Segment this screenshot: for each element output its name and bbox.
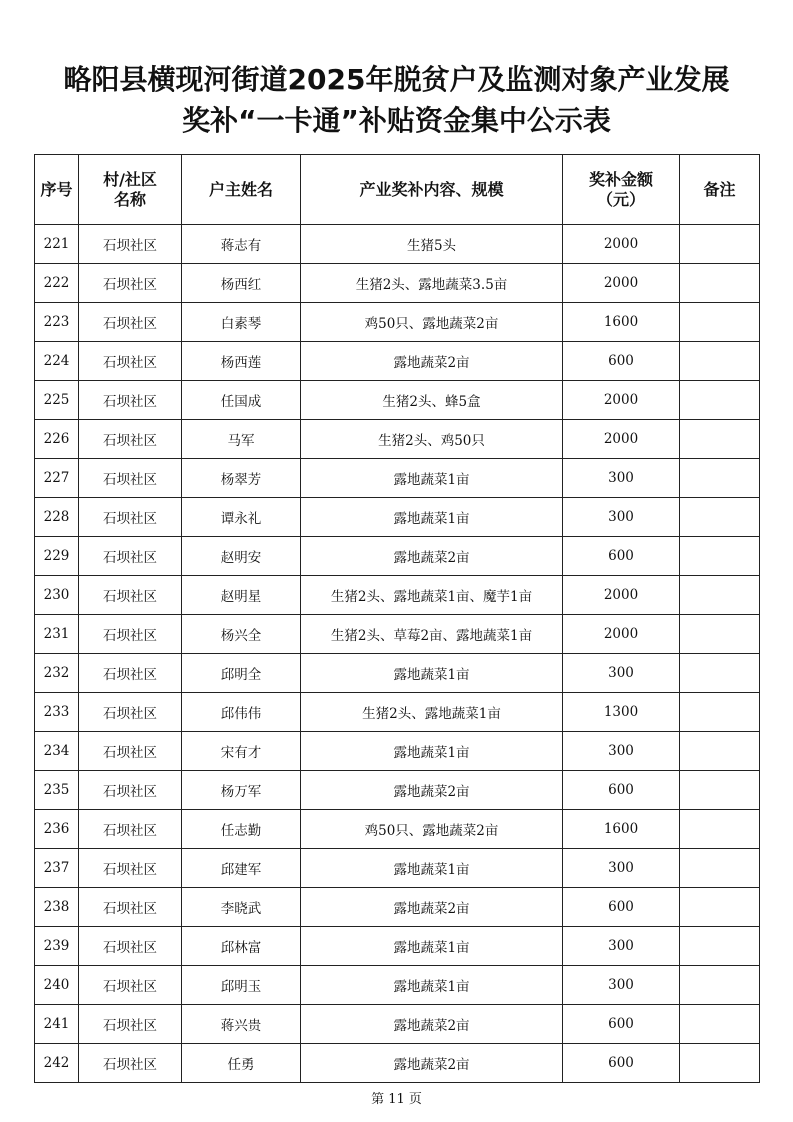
table-body bbox=[35, 225, 760, 1083]
table-row bbox=[35, 810, 760, 849]
cell-subsidy-content: 露地蔬菜1亩 bbox=[301, 732, 563, 771]
cell-seq: 242 bbox=[35, 1044, 79, 1083]
table-row bbox=[35, 693, 760, 732]
table-row bbox=[35, 654, 760, 693]
cell-subsidy-amount: 2000 bbox=[563, 576, 680, 615]
cell-village: 石坝社区 bbox=[79, 927, 182, 966]
cell-subsidy-amount: 300 bbox=[563, 966, 680, 1005]
cell-subsidy-content: 生猪2头、蜂5盒 bbox=[301, 381, 563, 420]
cell-householder-name: 杨万军 bbox=[182, 771, 301, 810]
cell-remark bbox=[680, 732, 760, 771]
cell-remark bbox=[680, 342, 760, 381]
cell-seq: 237 bbox=[35, 849, 79, 888]
cell-subsidy-content: 鸡50只、露地蔬菜2亩 bbox=[301, 303, 563, 342]
cell-remark bbox=[680, 381, 760, 420]
table-row bbox=[35, 342, 760, 381]
cell-subsidy-amount: 300 bbox=[563, 849, 680, 888]
cell-village: 石坝社区 bbox=[79, 576, 182, 615]
cell-seq: 236 bbox=[35, 810, 79, 849]
cell-village: 石坝社区 bbox=[79, 654, 182, 693]
cell-subsidy-content: 露地蔬菜1亩 bbox=[301, 498, 563, 537]
cell-householder-name: 杨西红 bbox=[182, 264, 301, 303]
header-village-line-2: 名称 bbox=[113, 189, 146, 209]
cell-village: 石坝社区 bbox=[79, 225, 182, 264]
table-row bbox=[35, 420, 760, 459]
cell-seq: 240 bbox=[35, 966, 79, 1005]
cell-subsidy-content: 露地蔬菜2亩 bbox=[301, 888, 563, 927]
header-amount-line-2: （元） bbox=[596, 189, 645, 209]
header-content: 产业奖补内容、规模 bbox=[301, 155, 563, 225]
cell-remark bbox=[680, 966, 760, 1005]
cell-subsidy-content: 露地蔬菜1亩 bbox=[301, 966, 563, 1005]
cell-remark bbox=[680, 498, 760, 537]
cell-subsidy-amount: 2000 bbox=[563, 381, 680, 420]
table-row bbox=[35, 888, 760, 927]
cell-seq: 221 bbox=[35, 225, 79, 264]
cell-seq: 227 bbox=[35, 459, 79, 498]
cell-seq: 238 bbox=[35, 888, 79, 927]
header-remark: 备注 bbox=[680, 155, 760, 225]
cell-seq: 232 bbox=[35, 654, 79, 693]
cell-subsidy-amount: 300 bbox=[563, 927, 680, 966]
cell-seq: 241 bbox=[35, 1005, 79, 1044]
cell-subsidy-amount: 300 bbox=[563, 732, 680, 771]
cell-householder-name: 赵明安 bbox=[182, 537, 301, 576]
cell-seq: 239 bbox=[35, 927, 79, 966]
cell-subsidy-amount: 600 bbox=[563, 537, 680, 576]
cell-remark bbox=[680, 459, 760, 498]
cell-remark bbox=[680, 693, 760, 732]
cell-remark bbox=[680, 225, 760, 264]
cell-subsidy-content: 生猪2头、鸡50只 bbox=[301, 420, 563, 459]
cell-subsidy-content: 鸡50只、露地蔬菜2亩 bbox=[301, 810, 563, 849]
table-row bbox=[35, 459, 760, 498]
cell-seq: 231 bbox=[35, 615, 79, 654]
cell-householder-name: 李晓武 bbox=[182, 888, 301, 927]
cell-village: 石坝社区 bbox=[79, 264, 182, 303]
cell-remark bbox=[680, 1044, 760, 1083]
header-amount bbox=[563, 155, 680, 225]
cell-subsidy-content: 生猪2头、露地蔬菜3.5亩 bbox=[301, 264, 563, 303]
cell-remark bbox=[680, 654, 760, 693]
cell-village: 石坝社区 bbox=[79, 1044, 182, 1083]
cell-subsidy-content: 露地蔬菜1亩 bbox=[301, 927, 563, 966]
cell-householder-name: 邱建军 bbox=[182, 849, 301, 888]
table-row bbox=[35, 498, 760, 537]
cell-village: 石坝社区 bbox=[79, 615, 182, 654]
cell-subsidy-amount: 600 bbox=[563, 1005, 680, 1044]
cell-householder-name: 杨翠芳 bbox=[182, 459, 301, 498]
page-number: 第 11 页 bbox=[371, 1092, 422, 1107]
cell-householder-name: 蒋兴贵 bbox=[182, 1005, 301, 1044]
cell-seq: 233 bbox=[35, 693, 79, 732]
cell-village: 石坝社区 bbox=[79, 849, 182, 888]
table-row bbox=[35, 1005, 760, 1044]
cell-remark bbox=[680, 771, 760, 810]
cell-subsidy-content: 生猪2头、露地蔬菜1亩、魔芋1亩 bbox=[301, 576, 563, 615]
cell-subsidy-amount: 1300 bbox=[563, 693, 680, 732]
table-row bbox=[35, 615, 760, 654]
cell-remark bbox=[680, 888, 760, 927]
cell-subsidy-amount: 300 bbox=[563, 498, 680, 537]
cell-householder-name: 白素琴 bbox=[182, 303, 301, 342]
cell-village: 石坝社区 bbox=[79, 303, 182, 342]
cell-subsidy-amount: 1600 bbox=[563, 303, 680, 342]
cell-subsidy-amount: 600 bbox=[563, 888, 680, 927]
cell-village: 石坝社区 bbox=[79, 693, 182, 732]
cell-subsidy-amount: 2000 bbox=[563, 615, 680, 654]
cell-remark bbox=[680, 537, 760, 576]
cell-subsidy-amount: 2000 bbox=[563, 420, 680, 459]
cell-householder-name: 谭永礼 bbox=[182, 498, 301, 537]
cell-village: 石坝社区 bbox=[79, 732, 182, 771]
table-row bbox=[35, 1044, 760, 1083]
header-village bbox=[79, 155, 182, 225]
cell-householder-name: 杨西莲 bbox=[182, 342, 301, 381]
cell-remark bbox=[680, 849, 760, 888]
cell-subsidy-content: 生猪2头、草莓2亩、露地蔬菜1亩 bbox=[301, 615, 563, 654]
cell-householder-name: 赵明星 bbox=[182, 576, 301, 615]
cell-village: 石坝社区 bbox=[79, 810, 182, 849]
cell-village: 石坝社区 bbox=[79, 771, 182, 810]
cell-subsidy-content: 露地蔬菜2亩 bbox=[301, 771, 563, 810]
cell-householder-name: 邱明全 bbox=[182, 654, 301, 693]
cell-seq: 230 bbox=[35, 576, 79, 615]
cell-subsidy-amount: 1600 bbox=[563, 810, 680, 849]
cell-subsidy-amount: 300 bbox=[563, 654, 680, 693]
cell-subsidy-content: 露地蔬菜2亩 bbox=[301, 342, 563, 381]
table-row bbox=[35, 771, 760, 810]
cell-householder-name: 宋有才 bbox=[182, 732, 301, 771]
cell-seq: 229 bbox=[35, 537, 79, 576]
cell-village: 石坝社区 bbox=[79, 459, 182, 498]
cell-seq: 226 bbox=[35, 420, 79, 459]
cell-remark bbox=[680, 927, 760, 966]
header-amount-line-1: 奖补金额 bbox=[588, 169, 653, 189]
cell-seq: 235 bbox=[35, 771, 79, 810]
cell-village: 石坝社区 bbox=[79, 1005, 182, 1044]
cell-subsidy-amount: 600 bbox=[563, 342, 680, 381]
table-row bbox=[35, 732, 760, 771]
cell-village: 石坝社区 bbox=[79, 381, 182, 420]
cell-remark bbox=[680, 1005, 760, 1044]
cell-village: 石坝社区 bbox=[79, 888, 182, 927]
table-row bbox=[35, 966, 760, 1005]
cell-householder-name: 马军 bbox=[182, 420, 301, 459]
cell-householder-name: 邱林富 bbox=[182, 927, 301, 966]
table-header-row bbox=[35, 155, 760, 225]
cell-householder-name: 任志勤 bbox=[182, 810, 301, 849]
header-name: 户主姓名 bbox=[182, 155, 301, 225]
cell-seq: 228 bbox=[35, 498, 79, 537]
cell-subsidy-content: 生猪5头 bbox=[301, 225, 563, 264]
table-row bbox=[35, 576, 760, 615]
cell-remark bbox=[680, 615, 760, 654]
cell-subsidy-content: 露地蔬菜1亩 bbox=[301, 459, 563, 498]
cell-remark bbox=[680, 420, 760, 459]
cell-householder-name: 杨兴全 bbox=[182, 615, 301, 654]
cell-seq: 234 bbox=[35, 732, 79, 771]
cell-subsidy-amount: 300 bbox=[563, 459, 680, 498]
cell-remark bbox=[680, 576, 760, 615]
table-row bbox=[35, 849, 760, 888]
table-row bbox=[35, 264, 760, 303]
cell-householder-name: 邱伟伟 bbox=[182, 693, 301, 732]
header-village-line-1: 村/社区 bbox=[103, 169, 157, 189]
cell-subsidy-amount: 600 bbox=[563, 771, 680, 810]
subsidy-table bbox=[34, 154, 760, 1083]
cell-village: 石坝社区 bbox=[79, 498, 182, 537]
cell-seq: 225 bbox=[35, 381, 79, 420]
cell-seq: 222 bbox=[35, 264, 79, 303]
cell-subsidy-amount: 600 bbox=[563, 1044, 680, 1083]
cell-householder-name: 邱明玉 bbox=[182, 966, 301, 1005]
cell-subsidy-amount: 2000 bbox=[563, 225, 680, 264]
table-row bbox=[35, 537, 760, 576]
table-row bbox=[35, 225, 760, 264]
header-seq: 序号 bbox=[35, 155, 79, 225]
cell-village: 石坝社区 bbox=[79, 537, 182, 576]
cell-subsidy-content: 露地蔬菜2亩 bbox=[301, 537, 563, 576]
cell-householder-name: 任国成 bbox=[182, 381, 301, 420]
cell-subsidy-amount: 2000 bbox=[563, 264, 680, 303]
table-row bbox=[35, 927, 760, 966]
cell-subsidy-content: 生猪2头、露地蔬菜1亩 bbox=[301, 693, 563, 732]
cell-remark bbox=[680, 264, 760, 303]
cell-village: 石坝社区 bbox=[79, 342, 182, 381]
table-row bbox=[35, 303, 760, 342]
cell-subsidy-content: 露地蔬菜1亩 bbox=[301, 849, 563, 888]
cell-seq: 223 bbox=[35, 303, 79, 342]
cell-village: 石坝社区 bbox=[79, 966, 182, 1005]
cell-remark bbox=[680, 810, 760, 849]
cell-village: 石坝社区 bbox=[79, 420, 182, 459]
page-title-line-1: 略阳县横现河街道2025年脱贫户及监测对象产业发展 bbox=[63, 63, 730, 96]
cell-remark bbox=[680, 303, 760, 342]
cell-householder-name: 蒋志有 bbox=[182, 225, 301, 264]
table-row bbox=[35, 381, 760, 420]
cell-householder-name: 任勇 bbox=[182, 1044, 301, 1083]
cell-subsidy-content: 露地蔬菜2亩 bbox=[301, 1005, 563, 1044]
cell-subsidy-content: 露地蔬菜2亩 bbox=[301, 1044, 563, 1083]
cell-subsidy-content: 露地蔬菜1亩 bbox=[301, 654, 563, 693]
cell-seq: 224 bbox=[35, 342, 79, 381]
page-title-line-2: 奖补“一卡通”补贴资金集中公示表 bbox=[182, 104, 611, 137]
